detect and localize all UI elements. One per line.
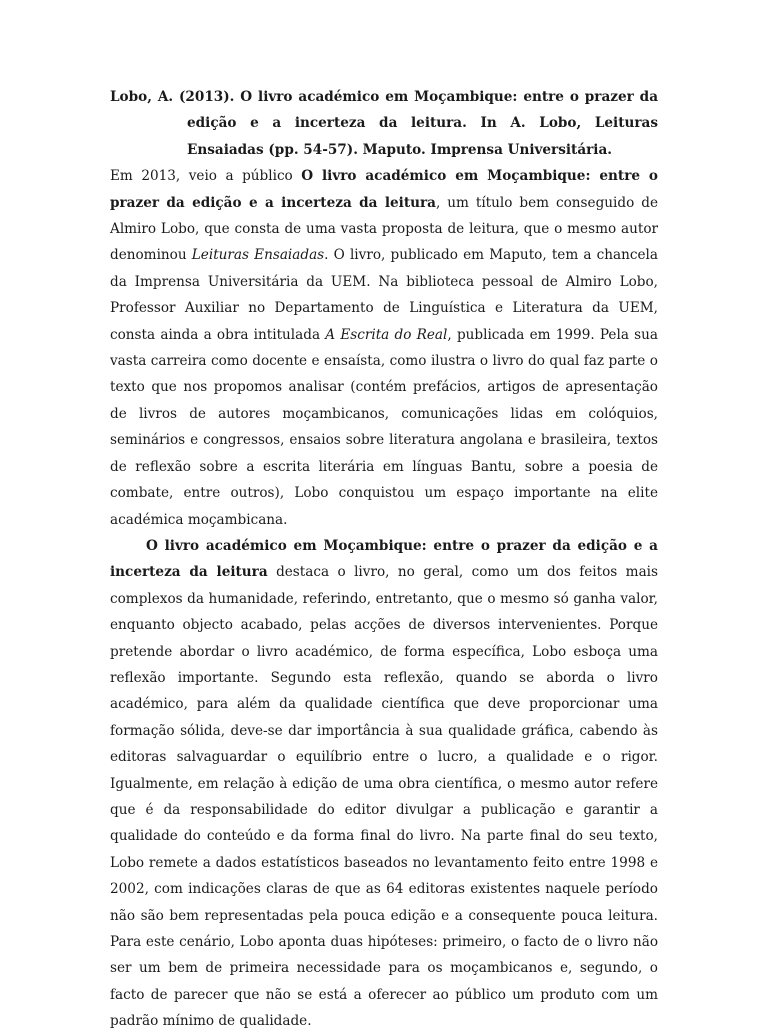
book-title-bold: O livro académico em Moçambique: entre o prazer da edição e a incerteza da leitura bbox=[110, 168, 658, 211]
paragraph-introduction bbox=[110, 163, 658, 533]
bibliographic-reference: Lobo, A. (2013). O livro académico em Moçambique: entre o prazer da edição e a incerteza da leitura. In A. Lobo, Leituras Ensaiadas (pp. 54-57). Maputo. Imprensa Universitária. bbox=[110, 89, 658, 158]
book-title-italic: Leituras Ensaiadas bbox=[191, 247, 325, 264]
document-page bbox=[110, 84, 658, 1035]
paragraph-analysis bbox=[110, 533, 658, 1035]
text-span: . O livro, publicado em Maputo, tem a chancela da Imprensa Universitária da UEM. Na biblioteca pessoal de Almiro Lobo, Professor Auxiliar no Departamento de Linguística e Literatura da UEM, consta ainda a obra intitulada bbox=[110, 247, 658, 343]
text-span: , um título bem conseguido de Almiro Lobo, que consta de uma vasta proposta de leitura, que o mesmo autor denominou bbox=[110, 194, 658, 264]
text-span: Em 2013, veio a público bbox=[110, 168, 302, 185]
text-span: destaca o livro, no geral, como um dos feitos mais complexos da humanidade, referindo, entretanto, que o mesmo só ganha valor, enquanto objecto acabado, pelas acções de diversos intervenientes. Porque pretende abordar o livro académico, de forma específica, Lobo esboça uma reflexão importante. Segundo esta reflexão, quando se aborda o livro académico, para além da qualidade científica que deve proporcionar uma formação sólida, deve-se dar importância à sua qualidade gráfica, cabendo às editoras salvaguardar o equilíbrio entre o lucro, a qualidade e o rigor. Igualmente, em relação à edição de uma obra científica, o mesmo autor refere que é da responsabilidade do editor divulgar a publicação e garantir a qualidade do conteúdo e da forma final do livro. Na parte final do seu texto, Lobo remete a dados estatísticos baseados no levantamento feito entre 1998 e 2002, com indicações claras de que as 64 editoras existentes naquele período não são bem representadas pela pouca edição e a consequente pouca leitura. Para este cenário, Lobo aponta duas hipóteses: primeiro, o facto de o livro não ser um bem de primeira necessidade para os moçambicanos e, segundo, o facto de parecer que não se está a oferecer ao público um produto com um padrão mínimo de qualidade. bbox=[110, 564, 658, 1030]
essay-title-bold: O livro académico em Moçambique: entre o prazer da edição e a incerteza da leitura bbox=[110, 537, 658, 581]
text-span: , publicada em 1999. Pela sua vasta carreira como docente e ensaísta, como ilustra o livro do qual faz parte o texto que nos propomos analisar (contém prefácios, artigos de apresentação de livros de autores moçambicanos, comunicações lidas em colóquios, seminários e congressos, ensaios sobre literatura angolana e brasileira, textos de reflexão sobre a escrita literária em línguas Bantu, sobre a poesia de combate, entre outros), Lobo conquistou um espaço importante na elite académica moçambicana. bbox=[110, 326, 659, 528]
book-title-italic: A Escrita do Real bbox=[325, 326, 448, 343]
